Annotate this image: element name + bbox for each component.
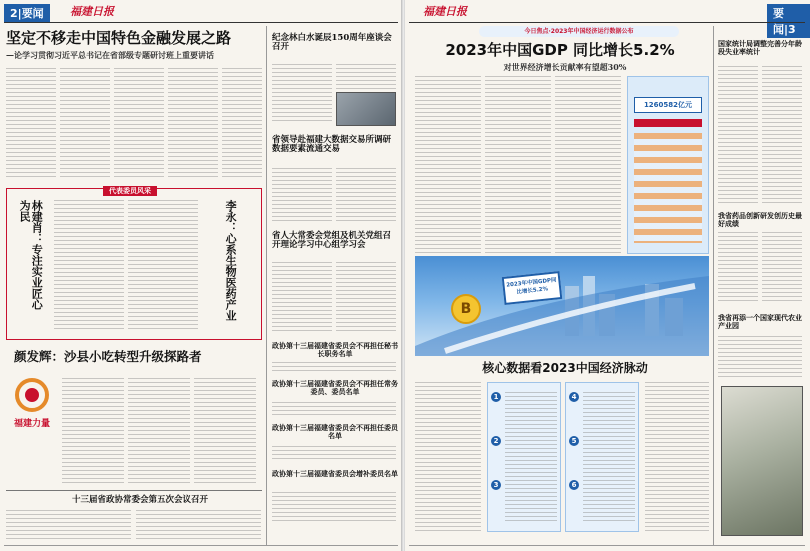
right-page-number: 要闻|3 bbox=[767, 4, 810, 38]
lead-headline: 坚定不移走中国特色金融发展之路 bbox=[6, 29, 232, 47]
text-column bbox=[718, 232, 758, 304]
left-page bbox=[0, 0, 402, 551]
text-column bbox=[128, 378, 190, 486]
text-column bbox=[336, 262, 396, 332]
side-headline-1: 纪念林白水诞辰150周年座谈会召开 bbox=[272, 33, 392, 53]
bottom-rule bbox=[4, 545, 398, 546]
gdp-sign: 2023年中国GDP同比增长5.2% bbox=[502, 271, 563, 305]
gdp-subhead: 对世界经济增长贡献率有望超30% bbox=[503, 62, 627, 72]
side-headline-r3: 我省再添一个国家现代农业产业园 bbox=[718, 313, 802, 330]
bottom-rule-right bbox=[409, 545, 805, 546]
data-item-3: 3 bbox=[491, 480, 501, 490]
gdp-value: 1260582亿元 bbox=[634, 97, 702, 113]
text-column bbox=[415, 76, 481, 254]
text-column bbox=[128, 200, 198, 330]
data-item-2: 2 bbox=[491, 436, 501, 446]
text-column bbox=[415, 382, 481, 532]
data-item-5: 5 bbox=[569, 436, 579, 446]
right-masthead: 福建日报 bbox=[423, 5, 467, 18]
farm-photo bbox=[721, 386, 803, 536]
text-column bbox=[272, 446, 396, 460]
text-column bbox=[718, 66, 758, 206]
text-column bbox=[272, 64, 332, 124]
data-item-1: 1 bbox=[491, 392, 501, 402]
column-divider-right bbox=[713, 26, 714, 546]
profile-box-tag: 代表委员风采 bbox=[103, 186, 157, 196]
text-column bbox=[718, 336, 802, 378]
lead-subhead: —论学习贯彻习近平总书记在省部级专题研讨班上重要讲话 bbox=[6, 50, 214, 60]
text-column bbox=[272, 168, 332, 224]
side-headline-4: 政协第十三届福建省委员会不再担任秘书长职务名单 bbox=[272, 341, 398, 358]
side-headline-7: 政协第十三届福建省委员会增补委员名单 bbox=[272, 469, 398, 478]
swirl-icon bbox=[15, 378, 49, 412]
side-headline-5: 政协第十三届福建省委员会不再担任常务委员、委员名单 bbox=[272, 379, 398, 396]
text-column bbox=[222, 68, 262, 180]
section-rule bbox=[6, 490, 262, 491]
top-rule-right bbox=[409, 22, 805, 23]
text-column bbox=[272, 492, 396, 522]
left-page-number: 2|要闻 bbox=[4, 4, 50, 22]
text-column bbox=[762, 66, 802, 206]
text-column bbox=[645, 382, 709, 532]
stat-bar bbox=[634, 119, 702, 127]
bottom-headline: 十三届省政协常委会第五次会议召开 bbox=[71, 495, 208, 505]
profile2-title: 李永：心系生物医药产业 bbox=[224, 200, 238, 321]
text-column bbox=[272, 262, 332, 332]
text-column bbox=[194, 378, 256, 486]
text-column bbox=[6, 68, 56, 180]
side-headline-r2: 我省药品创新研发创历史最好成绩 bbox=[718, 211, 802, 228]
stat-rows bbox=[634, 133, 702, 243]
text-column bbox=[114, 68, 164, 180]
text-column bbox=[62, 378, 124, 486]
column-divider bbox=[266, 26, 267, 546]
topic-banner: 今日焦点·2023年中国经济运行数据公布 bbox=[479, 26, 679, 37]
text-column bbox=[54, 200, 124, 330]
side-headline-3: 省人大常委会党组及机关党组召开理论学习中心组学习会 bbox=[272, 231, 392, 251]
side-headline-6: 政协第十三届福建省委员会不再担任委员名单 bbox=[272, 423, 398, 440]
right-page bbox=[405, 0, 810, 551]
left-masthead: 福建日报 bbox=[70, 5, 114, 18]
text-column bbox=[272, 362, 396, 372]
top-rule bbox=[4, 22, 398, 23]
text-column bbox=[60, 68, 110, 180]
text-column bbox=[6, 510, 131, 542]
text-column bbox=[762, 232, 802, 304]
text-column bbox=[336, 168, 396, 224]
text-column bbox=[485, 76, 551, 254]
profile1-title: 林建肖：专注实业匠心为民 bbox=[18, 200, 44, 310]
worker-badge: B bbox=[451, 294, 481, 324]
text-column bbox=[583, 392, 635, 522]
gdp-headline: 2023年中国GDP 同比增长5.2% bbox=[445, 41, 675, 59]
infographic-title: 核心数据看2023中国经济脉动 bbox=[482, 361, 648, 375]
side-headline-2: 省领导赴福建大数据交易所调研数据要素流通交易 bbox=[272, 135, 392, 155]
text-column bbox=[168, 68, 218, 180]
side-headline-r1: 国家统计局调整完善分年龄段失业率统计 bbox=[718, 39, 802, 56]
text-column bbox=[136, 510, 261, 542]
gdp-illustration bbox=[415, 256, 709, 356]
feature-headline: 颜发辉：沙县小吃转型升级探路者 bbox=[14, 349, 202, 364]
text-column bbox=[505, 392, 557, 522]
stats-panel bbox=[627, 76, 709, 254]
logo-text: 福建力量 bbox=[13, 419, 50, 429]
fujian-power-logo bbox=[8, 378, 56, 448]
text-column bbox=[272, 402, 396, 416]
news-photo bbox=[336, 92, 396, 126]
text-column bbox=[555, 76, 621, 254]
data-item-6: 6 bbox=[569, 480, 579, 490]
data-item-4: 4 bbox=[569, 392, 579, 402]
